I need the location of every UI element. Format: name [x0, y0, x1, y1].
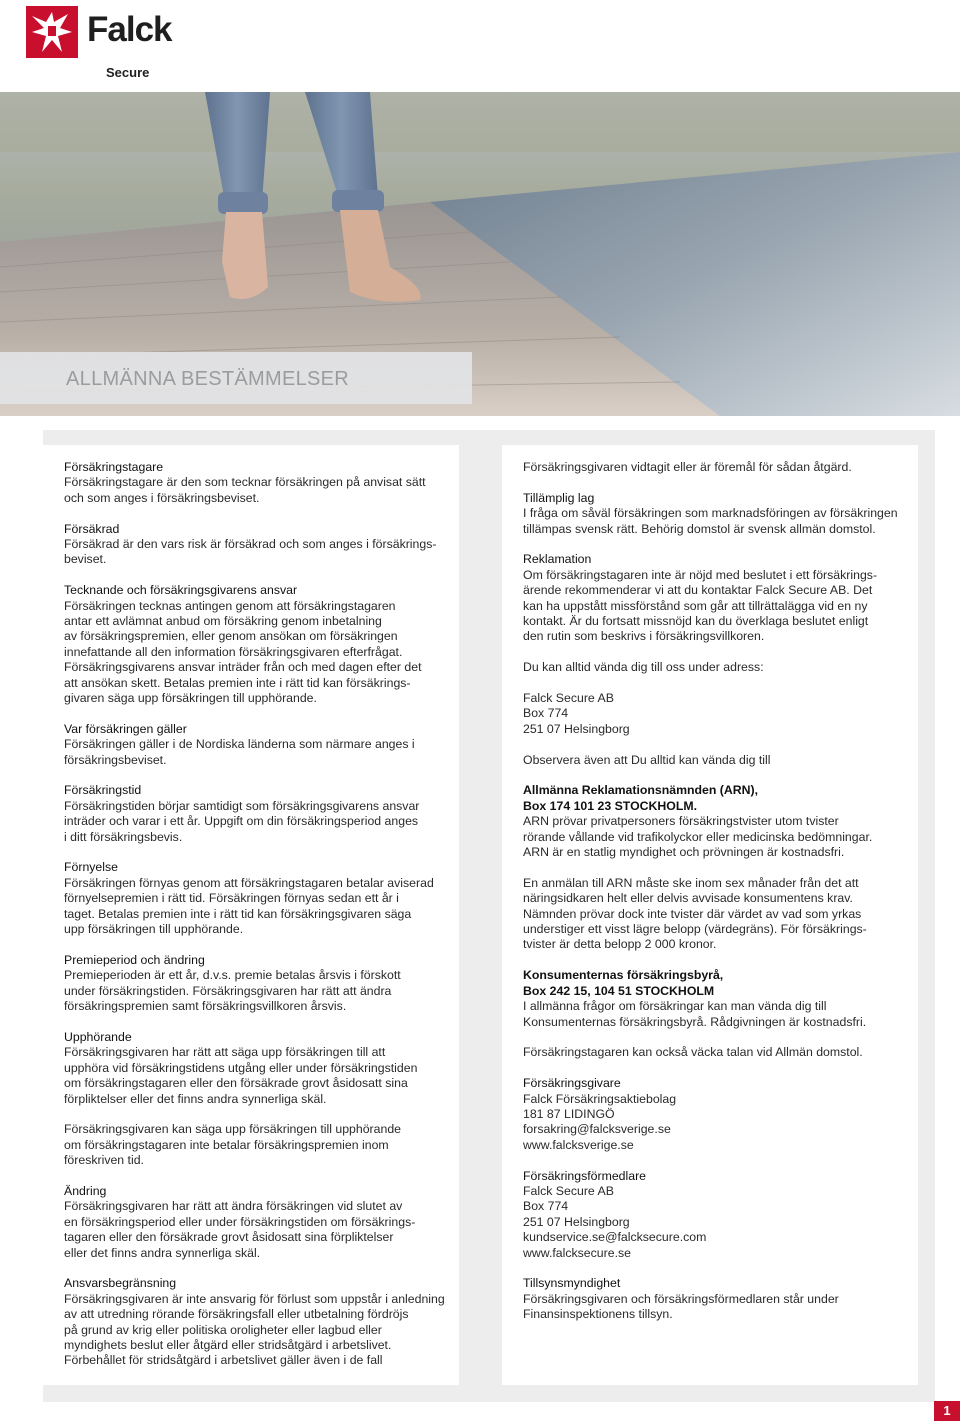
paragraph	[523, 691, 904, 737]
right-column	[502, 445, 918, 1385]
paragraph-text: Om försäkringstagaren inte är nöjd med beslutet i ett försäkrings- ärende rekommenderar vi att du kontaktar Falck Secure AB. Det kan ha uppstått missförstånd som går att tillrättalägga vid en ny kontakt. Är du fortsatt missnöjd kan du överklaga beslutet enligt den rutin som beskrivs i försäkringsvillkoren.	[523, 567, 878, 644]
paragraph-heading: Ansvarsbegränsning	[64, 1276, 177, 1291]
paragraph	[64, 783, 445, 845]
paragraph-heading: Försäkrad	[64, 521, 120, 536]
paragraph-text: Försäkringsgivaren vidtagit eller är föremål för sådan åtgärd.	[523, 460, 852, 474]
paragraph	[523, 1169, 904, 1261]
right-column-text	[523, 460, 904, 1323]
paragraph-text: Försäkringsgivaren är inte ansvarig för förlust som uppstår i anledning av att utredning rörande försäkringsfall eller utbetalning fördröjs på grund av krig eller politiska oroligheter eller lagbud eller myndighets beslut eller åtgärd eller stridsåtgärd i arbetslivet. Förbehållet för stridsåtgärd i arbetslivet gäller även i de fall	[64, 1291, 445, 1368]
paragraph-text: Falck Secure AB Box 774 251 07 Helsingborg	[523, 691, 630, 736]
paragraph	[523, 1076, 904, 1153]
paragraph-heading: Tillsynsmyndighet	[523, 1276, 621, 1291]
brand-sub: Secure	[106, 65, 150, 80]
paragraph-text: Premieperioden är ett år, d.v.s. premie betalas årsvis i förskott under försäkringstiden. Försäkringsgivaren har rätt att ändra försäkringspremien samt försäkringsvillkoren årsvis.	[64, 968, 401, 1014]
paragraph	[64, 1030, 445, 1107]
paragraph-heading: Var försäkringen gäller	[64, 721, 187, 736]
paragraph	[523, 968, 904, 1030]
left-column	[43, 445, 459, 1385]
paragraph-heading: Förnyelse	[64, 860, 118, 875]
paragraph-heading: Upphörande	[64, 1029, 132, 1044]
paragraph-heading: Premieperiod och ändring	[64, 952, 205, 967]
paragraph-text: Försäkringstagare är den som tecknar försäkringen på anvisat sätt och som anges i försäkringsbeviset.	[64, 475, 426, 505]
paragraph-heading: Försäkringstagare	[64, 460, 164, 474]
paragraph-text: Försäkringsgivaren har rätt att ändra försäkringen vid slutet av en försäkringsperiod eller under försäkringstiden om försäkrings- tagaren eller den försäkrade grovt åsidosatt sina förpliktelser eller det finns andra synnerliga skäl.	[64, 1199, 416, 1260]
paragraph-bold: Allmänna Reklamationsnämnden (ARN), Box 174 101 23 STOCKHOLM.	[523, 783, 759, 813]
paragraph	[523, 491, 904, 537]
paragraph	[64, 1276, 445, 1368]
paragraph-bold: Konsumenternas försäkringsbyrå, Box 242 15, 104 51 STOCKHOLM	[523, 968, 724, 998]
paragraph	[523, 1045, 904, 1060]
paragraph-text: Försäkringen förnyas genom att försäkringstagaren betalar aviserad förnyelsepremien i rätt tid. Försäkringen förnyas sedan ett år i taget. Betalas premien inte i rätt tid kan försäkringsgivaren säga upp försäkringen till upphörande.	[64, 875, 434, 937]
paragraph-heading: Försäkringsförmedlare	[523, 1168, 647, 1183]
brand-name: Falck	[87, 10, 172, 49]
paragraph-text: Falck Försäkringsaktiebolag 181 87 LIDINGÖ forsakring@falcksverige.se www.falcksverige.se	[523, 1091, 677, 1152]
paragraph	[523, 552, 904, 644]
griffin-logo-icon	[26, 6, 78, 58]
paragraph	[523, 460, 904, 475]
paragraph-text: Observera även att Du alltid kan vända dig till	[523, 752, 771, 767]
paragraph	[64, 460, 445, 506]
paragraph	[523, 1276, 904, 1322]
paragraph-text: I allmänna frågor om försäkringar kan man vända dig till Konsumenternas försäkringsbyrå. Rådgivningen är kostnadsfri.	[523, 999, 867, 1029]
paragraph-text: Försäkringstagaren kan också väcka talan vid Allmän domstol.	[523, 1045, 863, 1060]
left-column-text	[64, 460, 445, 1369]
paragraph	[523, 660, 904, 675]
paragraph-text: En anmälan till ARN måste ske inom sex månader från det att näringsidkaren helt eller delvis avvisade konsumentens krav. Nämnden prövar dock inte tvister där värdet av vad som yrkas understiger ett visst lägre belopp (värdegräns). För försäkrings- tvister är detta belopp 2 000 kronor.	[523, 875, 867, 952]
paragraph-text: Försäkringsgivaren har rätt att säga upp försäkringen till att upphöra vid försäkringstidens utgång eller under försäkringstiden om försäkringstagaren eller den försäkrade grovt åsidosatt sina förpliktelser eller det finns andra synnerliga skäl.	[64, 1045, 418, 1106]
paragraph-text: Försäkringsgivaren och försäkringsförmedlaren står under Finansinspektionens tillsyn.	[523, 1291, 839, 1322]
section-title: ALLMÄNNA BESTÄMMELSER	[66, 368, 350, 390]
paragraph-heading: Reklamation	[523, 552, 592, 567]
paragraph	[64, 1122, 445, 1168]
paragraph	[64, 860, 445, 937]
paragraph	[64, 953, 445, 1015]
paragraph	[64, 1184, 445, 1261]
paragraph-heading: Tillämplig lag	[523, 490, 595, 505]
paragraph-text: Du kan alltid vända dig till oss under adress:	[523, 660, 764, 675]
paragraph-text: Försäkringen tecknas antingen genom att försäkringstagaren antar ett avlämnat anbud om försäkring genom inbetalning av försäkringspremien, eller genom ansökan om försäkringen innefattande all den information försäkringsgivaren efterfrågat. Försäkringsgivarens ansvar inträder från och med dagen efter det att ansökan skett. Betalas premien inte i rätt tid kan försäkrings- givaren säga upp försäkringen till upphörande.	[64, 598, 422, 706]
paragraph-text: Försäkringsgivaren kan säga upp försäkringen till upphörande om försäkringstagaren inte betalar försäkringspremien inom föreskriven tid.	[64, 1122, 401, 1168]
paragraph-text: Försäkringstiden börjar samtidigt som försäkringsgivarens ansvar inträder och varar i ett år. Uppgift om din försäkringsperiod anges i ditt försäkringsbevis.	[64, 798, 420, 844]
falck-logo	[26, 6, 172, 80]
paragraph	[523, 753, 904, 768]
paragraph-heading: Tecknande och försäkringsgivarens ansvar	[64, 583, 298, 598]
page-number: 1	[934, 1401, 960, 1421]
paragraph-text: ARN prövar privatpersoners försäkringstvister utom tvister rörande vållande vid trafikolyckor eller medicinska bedömningar. ARN är en statlig myndighet och prövningen är kostnadsfri.	[523, 814, 873, 860]
paragraph-text: Försäkringen gäller i de Nordiska länderna som närmare anges i försäkringsbeviset.	[64, 737, 415, 767]
paragraph	[64, 722, 445, 768]
paragraph-heading: Försäkringstid	[64, 783, 142, 798]
paragraph	[64, 583, 445, 706]
paragraph-text: Falck Secure AB Box 774 251 07 Helsingborg kundservice.se@falcksecure.com www.falcksecure.se	[523, 1183, 707, 1260]
paragraph	[523, 783, 904, 860]
paragraph-heading: Försäkringsgivare	[523, 1076, 621, 1091]
paragraph-text: Försäkrad är den vars risk är försäkrad och som anges i försäkrings- beviset.	[64, 537, 437, 567]
paragraph	[64, 522, 445, 568]
paragraph-text: I fråga om såväl försäkringen som marknadsföringen av försäkringen tillämpas svensk rätt. Behörig domstol är svensk allmän domstol.	[523, 506, 898, 536]
paragraph-heading: Ändring	[64, 1183, 107, 1198]
paragraph	[523, 876, 904, 953]
